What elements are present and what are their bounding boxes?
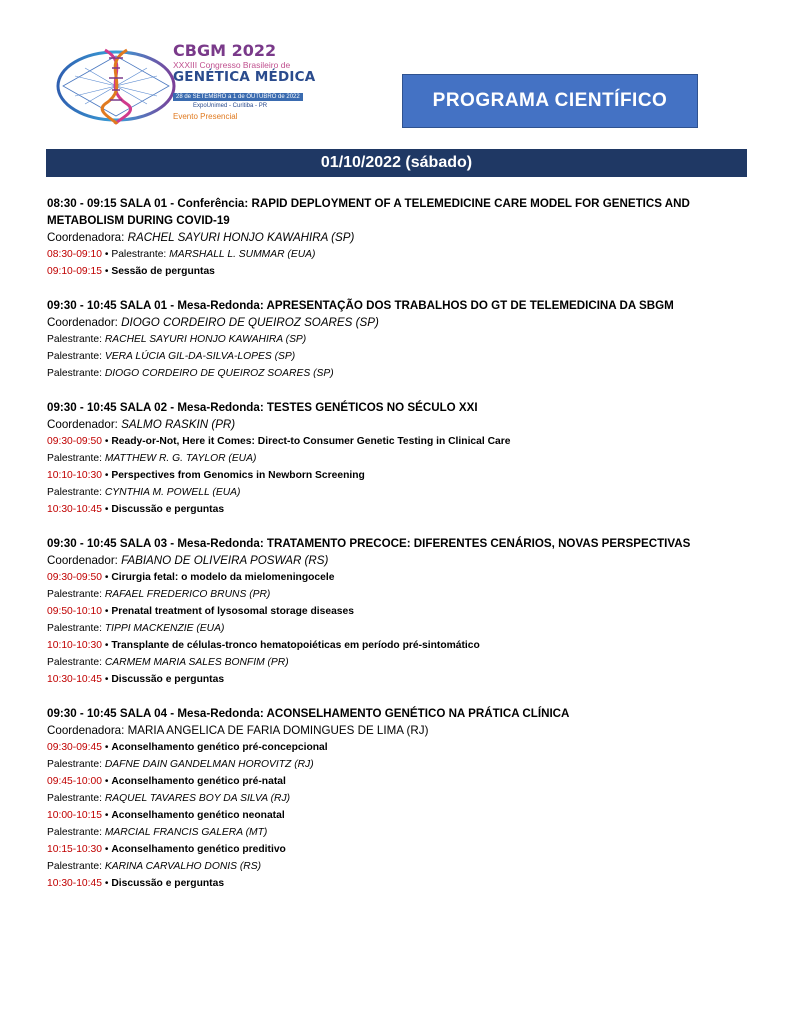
time-slot: 10:00-10:15 bbox=[47, 810, 102, 821]
speaker-label: Palestrante: bbox=[47, 827, 102, 838]
time-slot: 09:30-09:50 bbox=[47, 572, 102, 583]
program-line bbox=[47, 246, 747, 263]
program-line bbox=[47, 671, 747, 688]
time-slot: 10:30-10:45 bbox=[47, 878, 102, 889]
speaker-label: Palestrante: bbox=[47, 657, 102, 668]
talk-topic: Perspectives from Genomics in Newborn Screening bbox=[111, 470, 365, 481]
program-title: PROGRAMA CIENTÍFICO bbox=[432, 90, 668, 111]
speaker-label: Palestrante: bbox=[47, 759, 102, 770]
session-title: 09:30 - 10:45 SALA 04 - Mesa-Redonda: ACONSELHAMENTO GENÉTICO NA PRÁTICA CLÍNICA bbox=[47, 707, 570, 720]
program-line bbox=[47, 773, 747, 790]
speaker-name: KARINA CARVALHO DONIS (RS) bbox=[104, 861, 262, 872]
time-slot: 09:30-09:45 bbox=[47, 742, 102, 753]
talk-topic: Aconselhamento genético preditivo bbox=[111, 844, 286, 855]
talk-topic: Cirurgia fetal: o modelo da mielomeningocele bbox=[111, 572, 335, 583]
session-title: 09:30 - 10:45 SALA 02 - Mesa-Redonda: TESTES GENÉTICOS NO SÉCULO XXI bbox=[47, 401, 478, 414]
speaker-label: Palestrante: bbox=[47, 368, 102, 379]
coordinator-name: RACHEL SAYURI HONJO KAWAHIRA (SP) bbox=[127, 231, 355, 244]
bullet: • bbox=[104, 572, 109, 583]
coordinator-name: FABIANO DE OLIVEIRA POSWAR (RS) bbox=[121, 554, 329, 567]
bullet: • bbox=[104, 776, 109, 787]
speaker-name: RAFAEL FREDERICO BRUNS (PR) bbox=[104, 589, 271, 600]
coordinator-label: Coordenador: bbox=[47, 418, 118, 431]
session-coordinator bbox=[47, 229, 747, 246]
program-line bbox=[47, 739, 747, 756]
speaker-name: DIOGO CORDEIRO DE QUEIROZ SOARES (SP) bbox=[104, 368, 334, 379]
program-line bbox=[47, 603, 747, 620]
program-line bbox=[47, 756, 747, 773]
talk-topic: Sessão de perguntas bbox=[111, 266, 215, 277]
session-title: 09:30 - 10:45 SALA 03 - Mesa-Redonda: TRATAMENTO PRECOCE: DIFERENTES CENÁRIOS, NOVAS PERSPECTIVAS bbox=[47, 537, 691, 550]
session-title: 09:30 - 10:45 SALA 01 - Mesa-Redonda: APRESENTAÇÃO DOS TRABALHOS DO GT DE TELEMEDICINA DA SBGM bbox=[47, 299, 674, 312]
talk-topic: Transplante de células-tronco hematopoiéticas em período pré-sintomático bbox=[111, 640, 480, 651]
bullet: • bbox=[104, 878, 109, 889]
logo-event-type: Evento Presencial bbox=[173, 112, 238, 121]
time-slot: 09:50-10:10 bbox=[47, 606, 102, 617]
speaker-name: MARCIAL FRANCIS GALERA (MT) bbox=[104, 827, 268, 838]
speaker-label: Palestrante: bbox=[47, 793, 102, 804]
session-block bbox=[47, 705, 747, 892]
time-slot: 10:15-10:30 bbox=[47, 844, 102, 855]
coordinator-label: Coordenador: bbox=[47, 316, 118, 329]
logo-dates: 28 de SETEMBRO a 1 de OUTUBRO de 2022 bbox=[173, 93, 303, 101]
program-title-box bbox=[402, 74, 698, 128]
time-slot: 10:30-10:45 bbox=[47, 504, 102, 515]
speaker-label: Palestrante: bbox=[47, 351, 102, 362]
dna-emblem-icon bbox=[55, 46, 177, 126]
session-block bbox=[47, 535, 747, 688]
program-line bbox=[47, 875, 747, 892]
date-bar-label: 01/10/2022 (sábado) bbox=[320, 154, 473, 171]
speaker-label: Palestrante: bbox=[47, 623, 102, 634]
speaker-name: RACHEL SAYURI HONJO KAWAHIRA (SP) bbox=[104, 334, 307, 345]
program-line bbox=[47, 637, 747, 654]
speaker-label: Palestrante: bbox=[47, 589, 102, 600]
bullet: • bbox=[104, 606, 109, 617]
program-line bbox=[47, 586, 747, 603]
talk-topic: Aconselhamento genético pré-concepcional bbox=[111, 742, 328, 753]
coordinator-name: DIOGO CORDEIRO DE QUEIROZ SOARES (SP) bbox=[121, 316, 379, 329]
time-slot: 09:10-09:15 bbox=[47, 266, 102, 277]
program-line bbox=[47, 569, 747, 586]
session-block bbox=[47, 399, 747, 518]
logo-place: ExpoUnimed - Curitiba - PR bbox=[193, 103, 268, 109]
speaker-name: MATTHEW R. G. TAYLOR (EUA) bbox=[104, 453, 257, 464]
session-block bbox=[47, 297, 747, 382]
session-coordinator bbox=[47, 552, 747, 569]
time-slot: 10:10-10:30 bbox=[47, 640, 102, 651]
speaker-name: MARSHALL L. SUMMAR (EUA) bbox=[169, 249, 316, 260]
logo-main-title: GENÉTICA MÉDICA bbox=[173, 69, 316, 85]
coordinator-label: Coordenador: bbox=[47, 554, 118, 567]
session-title: 08:30 - 09:15 SALA 01 - Conferência: RAPID DEPLOYMENT OF A TELEMEDICINE CARE MODEL FOR GENETICS AND METABOLISM DURING COVID-19 bbox=[47, 197, 690, 227]
speaker-name: VERA LÚCIA GIL-DA-SILVA-LOPES (SP) bbox=[104, 351, 296, 362]
talk-topic: Discussão e perguntas bbox=[111, 504, 225, 515]
talk-topic: Aconselhamento genético neonatal bbox=[111, 810, 285, 821]
speaker-name: TIPPI MACKENZIE (EUA) bbox=[104, 623, 225, 634]
speaker-name: CYNTHIA M. POWELL (EUA) bbox=[104, 487, 241, 498]
time-slot: 10:10-10:30 bbox=[47, 470, 102, 481]
program-line bbox=[47, 433, 747, 450]
time-slot: 10:30-10:45 bbox=[47, 674, 102, 685]
bullet: • bbox=[104, 249, 109, 260]
talk-topic: Discussão e perguntas bbox=[111, 674, 225, 685]
session-coordinator bbox=[47, 314, 747, 331]
speaker-label: Palestrante: bbox=[111, 249, 167, 260]
speaker-label: Palestrante: bbox=[47, 861, 102, 872]
bullet: • bbox=[104, 810, 109, 821]
bullet: • bbox=[104, 436, 109, 447]
bullet: • bbox=[104, 742, 109, 753]
program-line bbox=[47, 824, 747, 841]
coordinator-name: SALMO RASKIN (PR) bbox=[121, 418, 236, 431]
program-line bbox=[47, 841, 747, 858]
speaker-name: CARMEM MARIA SALES BONFIM (PR) bbox=[104, 657, 289, 668]
program-line bbox=[47, 484, 747, 501]
coordinator-label: Coordenadora: bbox=[47, 231, 125, 244]
speaker-name: DAFNE DAIN GANDELMAN HOROVITZ (RJ) bbox=[104, 759, 314, 770]
talk-topic: Discussão e perguntas bbox=[111, 878, 225, 889]
session-coordinator bbox=[47, 416, 747, 433]
talk-topic: Prenatal treatment of lysosomal storage diseases bbox=[111, 606, 354, 617]
bullet: • bbox=[104, 640, 109, 651]
bullet: • bbox=[104, 674, 109, 685]
coordinator-label: Coordenadora: bbox=[47, 724, 125, 737]
sessions-list bbox=[47, 195, 747, 909]
bullet: • bbox=[104, 470, 109, 481]
time-slot: 08:30-09:10 bbox=[47, 249, 102, 260]
date-bar bbox=[46, 149, 747, 177]
program-line bbox=[47, 654, 747, 671]
program-line bbox=[47, 348, 747, 365]
program-line bbox=[47, 331, 747, 348]
program-line bbox=[47, 263, 747, 280]
time-slot: 09:30-09:50 bbox=[47, 436, 102, 447]
time-slot: 09:45-10:00 bbox=[47, 776, 102, 787]
bullet: • bbox=[104, 504, 109, 515]
speaker-label: Palestrante: bbox=[47, 334, 102, 345]
program-line bbox=[47, 790, 747, 807]
speaker-name: RAQUEL TAVARES BOY DA SILVA (RJ) bbox=[104, 793, 291, 804]
program-line bbox=[47, 858, 747, 875]
speaker-label: Palestrante: bbox=[47, 487, 102, 498]
session-block bbox=[47, 195, 747, 280]
coordinator-name: MARIA ANGELICA DE FARIA DOMINGUES DE LIMA (RJ) bbox=[127, 724, 429, 737]
program-line bbox=[47, 365, 747, 382]
program-line bbox=[47, 501, 747, 518]
logo-subtitle: XXXIII Congresso Brasileiro de bbox=[173, 60, 291, 70]
program-line bbox=[47, 620, 747, 637]
session-coordinator bbox=[47, 722, 747, 739]
bullet: • bbox=[104, 266, 109, 277]
program-line bbox=[47, 467, 747, 484]
congress-logo bbox=[55, 42, 315, 130]
speaker-label: Palestrante: bbox=[47, 453, 102, 464]
program-line bbox=[47, 807, 747, 824]
program-line bbox=[47, 450, 747, 467]
bullet: • bbox=[104, 844, 109, 855]
talk-topic: Ready-or-Not, Here it Comes: Direct-to Consumer Genetic Testing in Clinical Care bbox=[111, 436, 511, 447]
talk-topic: Aconselhamento genético pré-natal bbox=[111, 776, 286, 787]
logo-title: CBGM 2022 bbox=[173, 41, 277, 60]
